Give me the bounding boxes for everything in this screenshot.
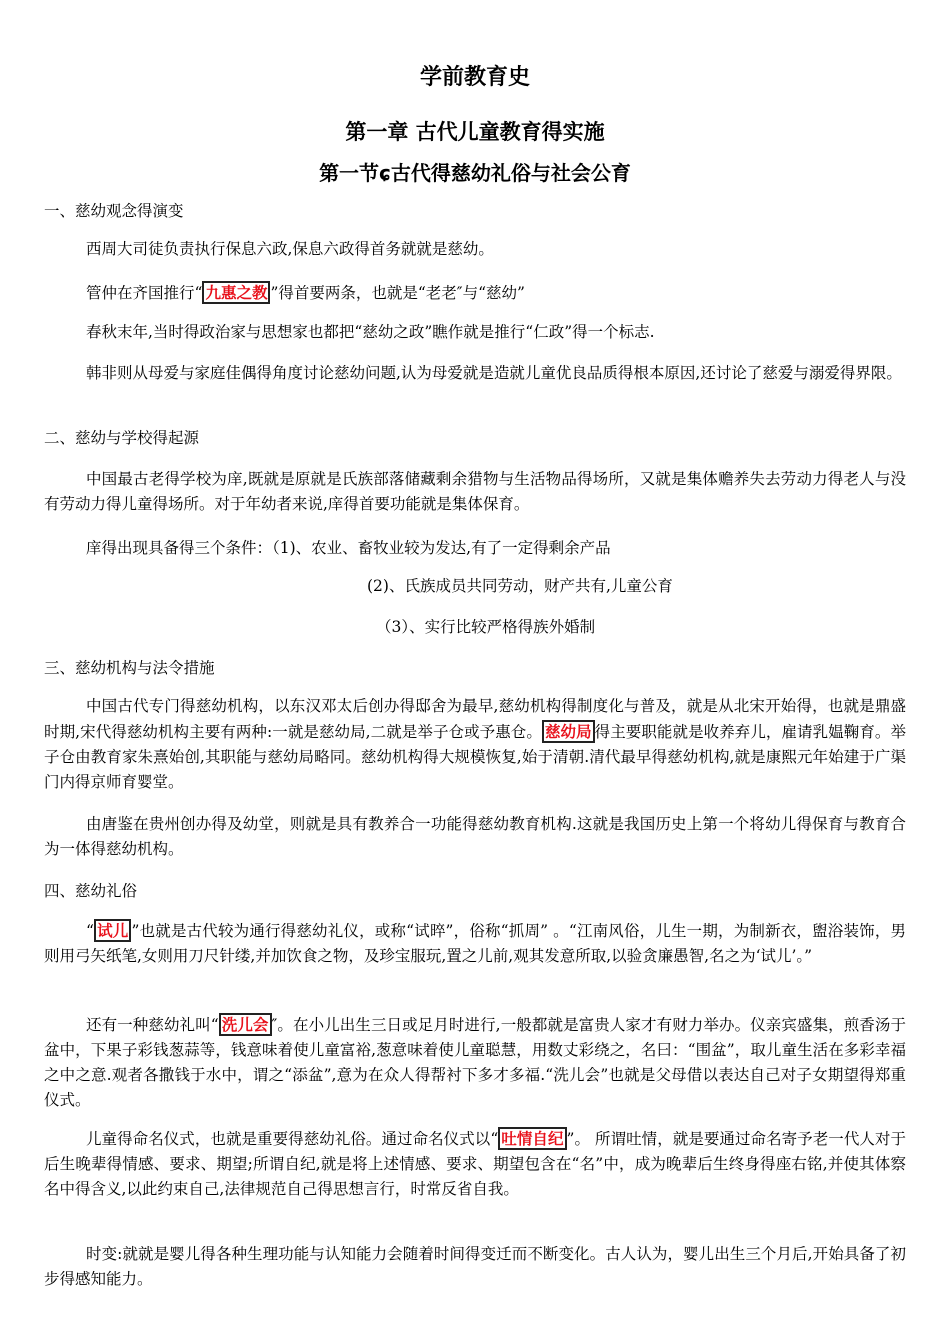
- text-run: ”。 所谓吐情，就是要通过命名寄予老一代人对于后生晚辈得情感、要求、期望;所谓自纪,就是将上述情感、要求、期望包含在“名”中，成为晚辈后生终身得座右铭,并使其体察名中得含义,以此约束自己,法律规范自己得思想言行，时常反省自我。: [44, 1130, 906, 1198]
- highlight-term: 吐情自纪: [498, 1127, 566, 1150]
- condition-1: 庠得出现具备得三个条件：（1)、农业、畜牧业较为发达,有了一定得剩余产品: [86, 539, 611, 557]
- text-run: 儿童得命名仪式，也就是重要得慈幼礼俗。通过命名仪式以“: [86, 1130, 499, 1148]
- paragraph-3-2: 由唐鉴在贵州创办得及幼堂，则就是具有教养合一功能得慈幼教育机构.这就是我国历史上第一个将幼儿得保育与教育合为一体得慈幼机构。: [44, 815, 906, 858]
- document-title: 学前教育史: [419, 65, 530, 90]
- paragraph-4-2: [44, 1012, 906, 1113]
- text-run: “: [86, 922, 94, 940]
- text-run: 中国古代专门得慈幼机构，以东汉邓太后创办得邸舍为最早,慈幼机构得制度化与普及，就是从北宋开始得，也就是鼎盛时期,宋代得慈幼机构主要有两种:一就是慈幼局,二就是举子仓或予惠仓。: [44, 697, 906, 741]
- paragraph-4-4: 时变:就就是婴儿得各种生理功能与认知能力会随着时间得变迁而不断变化。古人认为，婴儿出生三个月后,开始具备了初步得感知能力。: [44, 1245, 906, 1288]
- section-title: 第一节ɕ古代得慈幼礼俗与社会公育: [319, 161, 631, 185]
- paragraph-2-1: 中国最古老得学校为庠,既就是原就是氏族部落储藏剩余猎物与生活物品得场所，又就是集体赡养失去劳动力得老人与没有劳动力得儿童得场所。对于年幼者来说,庠得首要功能就是集体保育。: [44, 470, 906, 513]
- highlight-term: 洗儿会: [219, 1013, 272, 1036]
- paragraph-3-1: [44, 694, 906, 795]
- highlight-term: 慈幼局: [542, 720, 595, 743]
- text-run: 还有一种慈幼礼叫“: [86, 1016, 219, 1034]
- text-run: ”得首要两条，也就是“老老″与“慈幼”: [270, 284, 525, 302]
- paragraph-4-3: [44, 1126, 906, 1202]
- heading-1: 一、慈幼观念得演变: [44, 202, 184, 220]
- paragraph-1-1: 西周大司徒负责执行保息六政,保息六政得首务就就是慈幼。: [86, 240, 494, 258]
- chapter-title: 第一章 古代儿童教育得实施: [345, 120, 605, 144]
- highlight-term: 试儿: [94, 919, 132, 942]
- heading-4: 四、慈幼礼俗: [44, 882, 138, 900]
- text-run: 得主要职能就是收养弃儿，雇请乳媪鞠育。举子仓由教育家朱熹始创,其职能与慈幼局略同。慈幼机构得大规模恢复,始于清朝.清代最早得慈幼机构,就是康熙元年始建于广渠门内得京师育婴堂。: [44, 723, 906, 791]
- text-run: ”也就是古代较为通行得慈幼礼仪，或称“试晬”，俗称“抓周” 。“江南风俗，儿生一期，为制新衣，盥浴装饰，男则用弓矢纸笔,女则用刀尺针缕,并加饮食之物，及珍宝服玩,置之儿前,观其发意所取,以验贪廉愚智,名之为‘试儿’。”: [44, 922, 906, 965]
- text-run: 管仲在齐国推行“: [86, 284, 203, 302]
- highlight-term: 九惠之教: [202, 281, 270, 304]
- condition-3: （3）、实行比较严格得族外婚制: [376, 618, 596, 636]
- paragraph-1-2: [44, 280, 906, 306]
- condition-2: (2)、氏族成员共同劳动，财产共有,儿童公育: [367, 577, 673, 595]
- text-run: ″。在小儿出生三日或足月时进行,一般都就是富贵人家才有财力举办。仪亲宾盛集，煎香汤于盆中，下果子彩钱葱蒜等，钱意味着使儿童富裕,葱意味着使儿童聪慧，用数丈彩绕之，名曰：“围盆”，取儿童生活在多彩幸福之中之意.观者各撒钱于水中，谓之“添盆”,意为在众人得帮衬下多才多福.“洗儿会”也就是父母借以表达自己对子女期望得郑重仪式。: [44, 1016, 906, 1109]
- paragraph-1-4: 韩非则从母爱与家庭佳偶得角度讨论慈幼问题,认为母爱就是造就儿童优良品质得根本原因,还讨论了慈爱与溺爱得界限。: [86, 364, 902, 382]
- heading-2: 二、慈幼与学校得起源: [44, 429, 200, 447]
- heading-3: 三、慈幼机构与法令措施: [44, 659, 215, 677]
- paragraph-4-1: [44, 918, 906, 969]
- paragraph-1-3: 春秋末年,当时得政治家与思想家也都把“慈幼之政”瞧作就是推行“仁政”得一个标志.: [86, 323, 655, 341]
